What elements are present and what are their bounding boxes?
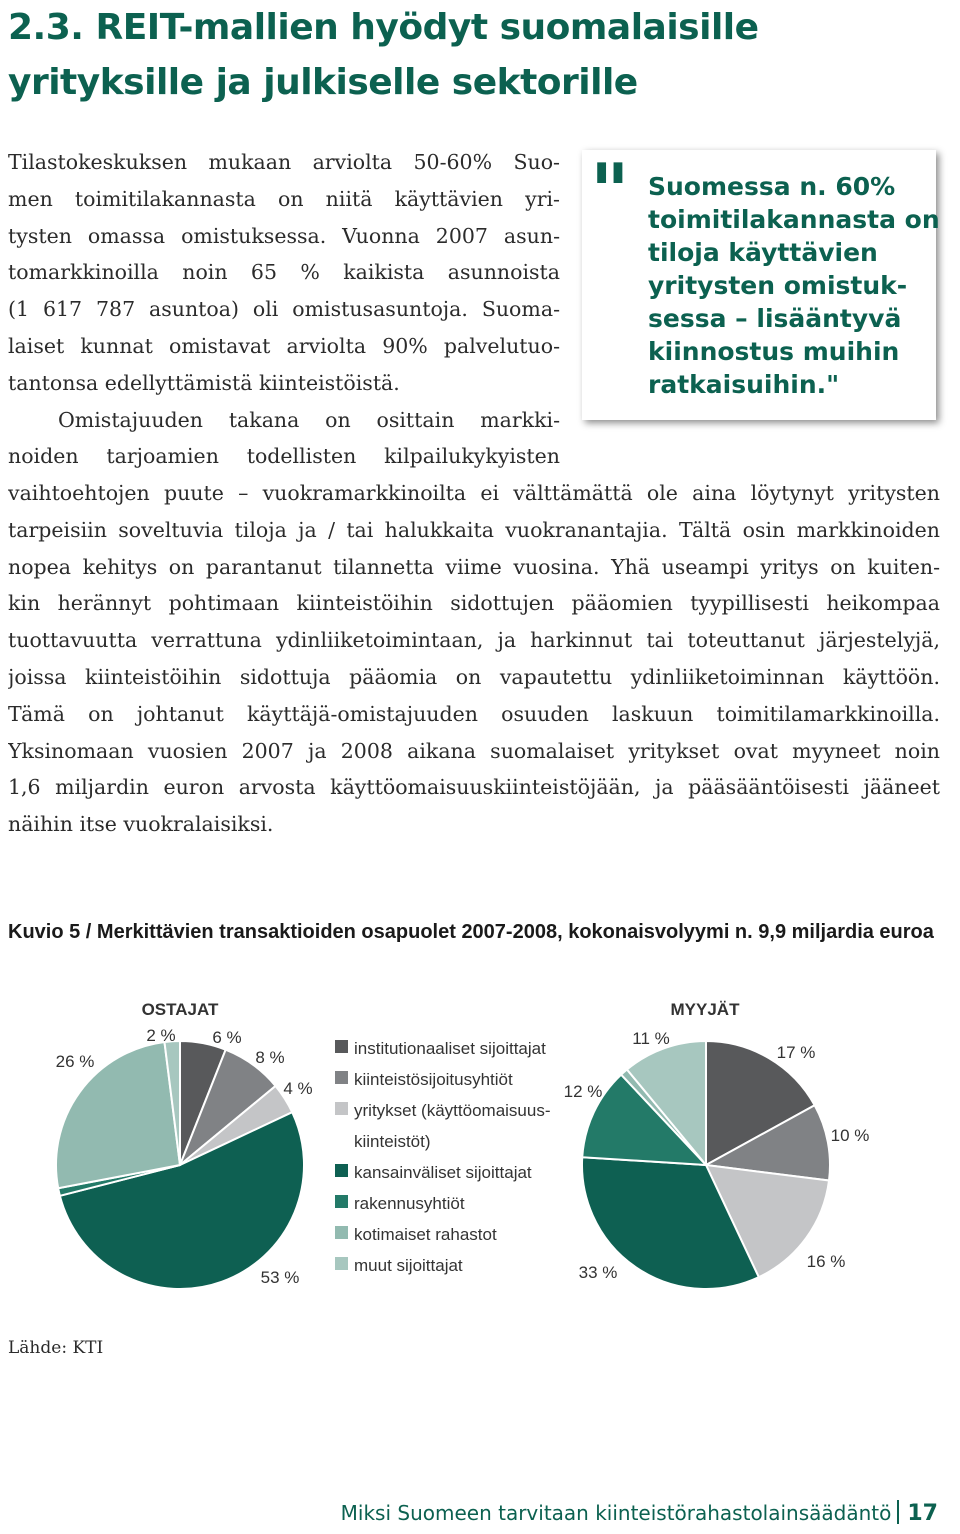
footer-divider [897, 1500, 899, 1524]
body-line: Omistajuuden takana on osittain markki- [58, 407, 560, 432]
page-footer [341, 1500, 938, 1526]
pull-quote-line: kiinnostus muihin [648, 337, 900, 366]
slice-label: 53 % [260, 1268, 300, 1287]
slice-label: 2 % [146, 1026, 176, 1045]
pull-quote-line: ratkaisuihin." [648, 370, 840, 399]
slice-label: 4 % [283, 1079, 313, 1098]
legend-label: rakennusyhtiöt [354, 1194, 465, 1213]
figure-source: Lähde: KTI [8, 1338, 104, 1358]
legend-label: yritykset (käyttöomaisuus- [354, 1101, 551, 1120]
legend-label: kiinteistöt) [354, 1132, 431, 1151]
body-line: noiden tarjoamien todellisten kilpailukykyisten [8, 444, 560, 469]
slice-label: 12 % [563, 1082, 603, 1101]
body-line: (1 617 787 asuntoa) oli omistusasuntoja. Suoma- [8, 297, 560, 322]
legend-swatch [335, 1226, 348, 1239]
body-line: 1,6 miljardin euron arvosta käyttöomaisuuskiinteistöjään, ja pääsääntöisesti jääneet [8, 775, 940, 800]
page-number: 17 [907, 1501, 938, 1526]
body-line: tuottavuutta verrattuna ydinliiketoimintaan, ja harkinnut tai toteuttanut järjestelyjä, [8, 628, 940, 653]
body-line: joissa kiinteistöihin sidottuja pääomia on vapautettu ydinliiketoiminnan käyttöön. [8, 664, 940, 689]
pull-quote-line: Suomessa n. 60% [648, 172, 896, 201]
legend-swatch [335, 1102, 348, 1115]
body-line: Tämä on johtanut käyttäjä-omistajuuden osuuden laskuun toimitilamarkkinoilla. [8, 701, 940, 726]
quote-mark-icon: " [590, 147, 630, 236]
legend-swatch [335, 1040, 348, 1053]
body-line: laiset kunnat omistavat arviolta 90% palvelutuo- [8, 333, 560, 358]
sellers-chart-title: MYYJÄT [670, 1000, 740, 1019]
body-line: men toimitilakannasta on niitä käyttävien yri- [8, 186, 560, 211]
body-line: tysten omassa omistuksessa. Vuonna 2007 asun- [8, 223, 560, 248]
slice-label: 8 % [255, 1048, 285, 1067]
legend-swatch [335, 1195, 348, 1208]
body-line: tomarkkinoilla noin 65 % kaikista asunnoista [8, 260, 560, 285]
pull-quote [582, 147, 940, 420]
body-text-wide [8, 475, 940, 843]
buyers-pie [56, 1026, 313, 1289]
legend-swatch [335, 1164, 348, 1177]
slice-label: 6 % [212, 1028, 242, 1047]
section-heading [8, 0, 948, 110]
slice-label: 33 % [578, 1263, 618, 1282]
body-line: kin herännyt pohtimaan kiinteistöihin sidottujen pääomien tyypillisesti heikompaa [8, 591, 940, 616]
section-heading-line-2: yrityksille ja julkiselle sektorille [8, 62, 638, 103]
body-line: Tilastokeskuksen mukaan arviolta 50-60% Suo- [8, 150, 560, 174]
slice-label: 16 % [806, 1252, 846, 1271]
footer-title: Miksi Suomeen tarvitaan kiinteistörahastolainsäädäntö [340, 1501, 892, 1525]
pull-quote-line: toimitilakannasta on [648, 205, 940, 234]
legend-label: kiinteistösijoitusyhtiöt [354, 1070, 513, 1089]
sellers-pie [564, 1029, 870, 1289]
body-line: näihin itse vuokralaisiksi. [8, 812, 274, 837]
pull-quote-line: yritysten omistuk- [648, 271, 908, 300]
pull-quote-line: sessa – lisääntyvä [648, 304, 902, 333]
body-line: Yksinomaan vuosien 2007 ja 2008 aikana suomalaiset yritykset ovat myyneet noin [8, 738, 940, 763]
pull-quote-line: tiloja käyttävien [648, 238, 878, 267]
legend-label: muut sijoittajat [354, 1256, 463, 1275]
body-line: nopea kehitys on parantanut tilannetta viime vuosina. Yhä useampi yritys on kuiten- [8, 554, 940, 579]
pull-quote-text [648, 170, 940, 401]
legend-label: kansainväliset sijoittajat [354, 1163, 532, 1182]
figure-caption: Kuvio 5 / Merkittävien transaktioiden osapuolet 2007-2008, kokonaisvolyymi n. 9,9 miljardia euroa [8, 921, 934, 943]
body-line: vaihtoehtojen puute – vuokramarkkinoilta ei välttämättä ole aina löytynyt yritysten [8, 481, 940, 505]
slice-label: 17 % [776, 1043, 816, 1062]
transactions-pie-charts [0, 960, 960, 1320]
slice-label: 11 % [632, 1029, 670, 1048]
slice-label: 10 % [830, 1126, 870, 1145]
chart-legend [335, 1039, 551, 1275]
legend-label: kotimaiset rahastot [354, 1225, 497, 1244]
slice-label: 26 % [55, 1052, 95, 1071]
buyers-chart-title: OSTAJAT [141, 1000, 219, 1019]
section-heading-line-1: 2.3. REIT-mallien hyödyt suomalaisille [8, 7, 759, 48]
legend-label: institutionaaliset sijoittajat [354, 1039, 546, 1058]
body-line: tantonsa edellyttämistä kiinteistöistä. [8, 370, 400, 395]
legend-swatch [335, 1257, 348, 1270]
legend-swatch [335, 1071, 348, 1084]
body-text-narrow [8, 144, 560, 475]
body-line: tarpeisiin soveltuvia tiloja ja / tai halukkaita vuokranantajia. Tältä osin markkinoiden [8, 517, 940, 542]
